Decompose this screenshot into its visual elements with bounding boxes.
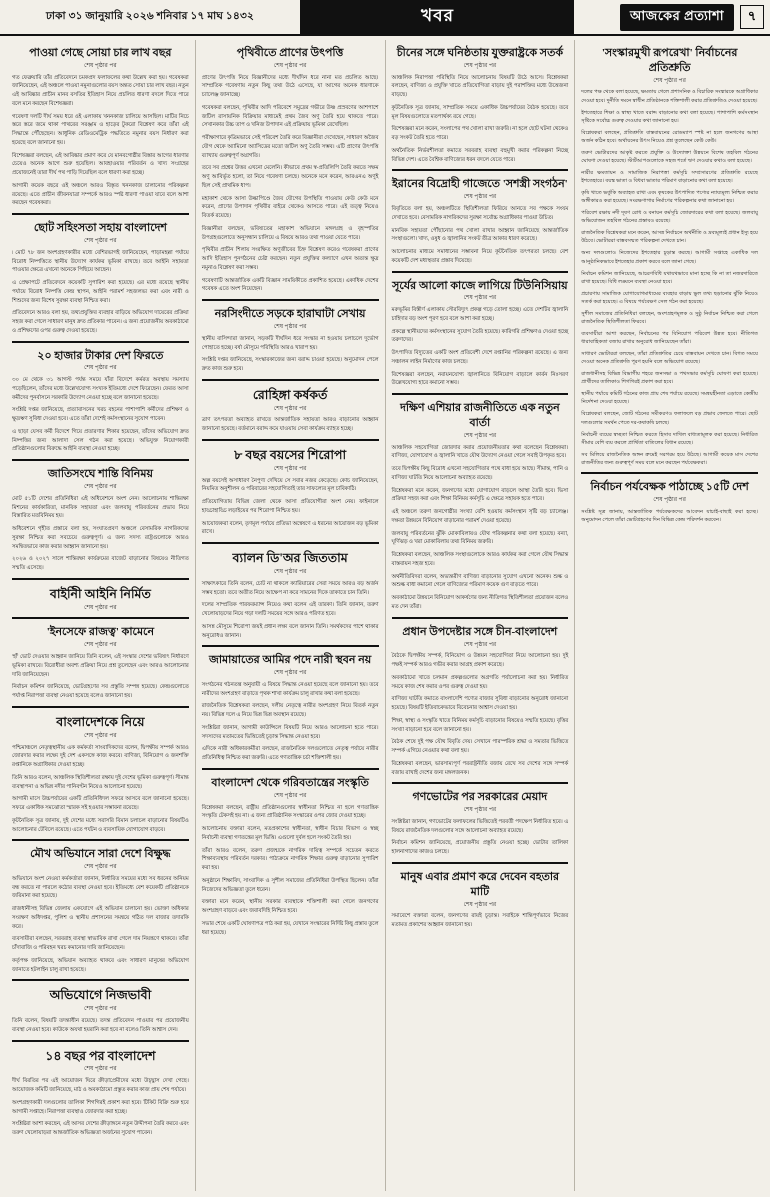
article-paragraph: স্থানীয় বাসিন্দারা জানান, সড়কটি দীর্ঘদিন ধরে সংস্কার না হওয়ায় চলাচলে দুর্ভোগ পোহাতে হচ্ছে। বর্ষা মৌসুমে পরিস্থিতি আরও খারাপ হয়। xyxy=(201,335,379,351)
article-paragraph: সংশ্লিষ্টরা আশা করছেন, এই আসর দেশের ক্রীড়াঙ্গনে নতুন উদ্দীপনা তৈরি করবে এবং তরুণ খেলোয়াড়রা আন্তর্জাতিক অভিজ্ঞতা অর্জনের সুযোগ পাবেন। xyxy=(12,1121,189,1137)
article-paragraph: তরুণ ভোটারদের আকৃষ্ট করতে প্রযুক্তি ও উদ্যোক্তা উন্নয়নে বিশেষ তহবিল গঠনের ঘোষণা দেওয়া হয়েছে। স্টার্টআপগুলোকে সহজ শর্তে ঋণ দেওয়ার কথাও বলা হয়েছে। xyxy=(581,149,758,164)
article-paragraph: পরিবেশ রক্ষায় নদী দূষণ রোধ ও বনায়ন কর্মসূচি জোরদারের কথা বলা হয়েছে। জলবায়ু অভিযোজন তহবিল গঠনের প্রস্তাবও রয়েছে। xyxy=(581,210,758,225)
article-byline: শেষ পৃষ্ঠার পর xyxy=(463,432,497,439)
article-paragraph: বিশেষজ্ঞরা বলছেন, নবায়নযোগ্য জ্বালানিতে বিনিয়োগ বাড়ালে কার্বন নিঃসরণ উল্লেখযোগ্য হারে কমানো সম্ভব। xyxy=(391,371,569,387)
article-byline: শেষ পৃষ্ঠার পর xyxy=(463,641,497,648)
article-paragraph: তবে সব প্রশ্নের উত্তর এখনো মেলেনি। কীভাবে প্রথম স্ব-প্রতিলিপি তৈরি করতে সক্ষম অণু আবির্ভূত হলো, তা নিয়ে গবেষণা চলছে। অনেকে মনে করেন, আরএনএ অণুই ছিল সেই প্রাথমিক ধাপ। xyxy=(201,165,379,189)
article-paragraph: বিশেষজ্ঞরা বলছেন, এই আবিষ্কার প্রমাণ করে যে মানবগোষ্ঠীর বিস্তার আগের ধারণার চেয়েও অনেক আগে শুরু হয়েছিল। আবহাওয়ার পরিবর্তন ও খাদ্য সংগ্রহের প্রয়োজনেই তারা দীর্ঘ পথ পাড়ি দিয়েছিল বলে ধারণা করা হচ্ছে। xyxy=(12,152,189,177)
article-paragraph: মরুভূমির বিস্তীর্ণ এলাকায় সৌরবিদ্যুৎ প্রকল্প গড়ে তোলা হচ্ছে। এতে দেশটির জ্বালানি চাহিদার বড় অংশ পূরণ হবে বলে আশা করা হচ্ছে। xyxy=(391,307,569,322)
brand-logo: আজকের প্রত্যাশা xyxy=(620,4,734,31)
article-paragraph: অবকাঠামো খাতে চলমান প্রকল্পগুলোর অগ্রগতি পর্যালোচনা করা হয়। নির্ধারিত সময়ে কাজ শেষ করার ওপর গুরুত্ব দেওয়া হয়। xyxy=(391,674,569,690)
masthead-section xyxy=(301,0,574,34)
article-headline[interactable]: বাংলাদেশকে নিয়ে xyxy=(56,714,145,729)
article-paragraph: কৃষি খাতে ভর্তুকি অব্যাহত রাখা এবং কৃষকের উৎপাদিত পণ্যের ন্যায্যমূল্য নিশ্চিত করার অঙ্গীকারও করা হয়েছে। সংরক্ষণাগার নির্মাণের পরিকল্পনার কথা জানানো হয়। xyxy=(581,190,758,205)
article-paragraph: সাক্ষাৎকারে তিনি বলেন, চোট না থাকলে ক্যারিয়ারের সেরা সময়ে আরও বড় অর্জন সম্ভব হতো। তবে অতীত নিয়ে আক্ষেপ না করে সামনের দিকে তাকাতে চান তিনি। xyxy=(201,580,379,596)
article-headline[interactable]: মানুষ এবার প্রমাণ করে দেবেন বহতার মাটি xyxy=(400,870,560,898)
article-divider xyxy=(12,617,189,619)
article-paragraph: দলের সাম্প্রতিক পারফরম্যান্স নিয়েও কথা বলেন এই তারকা। তিনি জানান, তরুণ খেলোয়াড়দের নিয়ে গড়া দলটি সময়ের সঙ্গে আরও পরিণত হবে। xyxy=(201,602,379,618)
article-byline: শেষ পৃষ্ঠার পর xyxy=(84,237,117,244)
article-headline[interactable]: জামায়াতের আমির পদে নারী স্থবন নয় xyxy=(209,654,372,667)
article-headline[interactable]: পাওয়া গেছে সোয়া চার লাখ বছর xyxy=(29,47,172,59)
article-divider xyxy=(392,271,569,273)
article-headline[interactable]: বাংলাদেশ থেকে গরিবতান্ত্রের সংস্কৃতি xyxy=(211,776,369,789)
article-divider xyxy=(202,542,379,544)
article-divider xyxy=(392,393,569,395)
article-paragraph: অবকাঠামো উন্নয়নে বিনিয়োগ আকর্ষণের জন্য নীতিগত স্থিতিশীলতা প্রয়োজন বলেও মত দেন তাঁরা। xyxy=(391,595,569,610)
section-title: খবর xyxy=(421,6,454,25)
article-paragraph: পরীক্ষাগারে কৃত্রিমভাবে সেই পরিবেশ তৈরি করে বিজ্ঞানীরা দেখেছেন, সাধারণ অজৈব যৌগ থেকে অ্যামিনো অ্যাসিডের মতো জটিল অণু তৈরি সম্ভব। এটি প্রাণের উৎপত্তি ব্যাখ্যায় গুরুত্বপূর্ণ অগ্রগতি। xyxy=(201,135,379,159)
article-byline: শেষ পৃষ্ঠার পর xyxy=(273,323,307,330)
article-paragraph: বিবৃতিতে বলা হয়, অঞ্চলটিতে স্থিতিশীলতা ফিরিয়ে আনতে সব পক্ষকে সংযম দেখাতে হবে। বেসামরিক নাগরিকদের সুরক্ষা সর্বোচ্চ অগ্রাধিকার পাওয়া উচিত। xyxy=(391,206,569,221)
article-byline: শেষ পৃষ্ঠার পর xyxy=(84,604,117,611)
article-paragraph: গবেষণাটি আন্তর্জাতিক একটি বিজ্ঞান সাময়িকীতে প্রকাশিত হয়েছে। একাধিক দেশের গবেষক এতে অংশ নিয়েছেন। xyxy=(201,277,379,293)
article-paragraph: তাঁরা আরও বলেন, তরুণ প্রজন্মকে নাগরিক দায়িত্ব সম্পর্কে সচেতন করতে শিক্ষাব্যবস্থায় পরিবর্তন দরকার। পাঠ্যক্রমে নাগরিক শিক্ষার গুরুত্ব বাড়ানোর সুপারিশ করা হয়। xyxy=(201,847,379,872)
article-paragraph: কর্তৃপক্ষ জানিয়েছে, অভিযান অব্যাহত থাকবে এবং সাধারণ মানুষের অভিযোগ জানাতে হটলাইন চালু রাখা হয়েছে। xyxy=(12,957,189,973)
article-paragraph: মানবিক সহায়তা পৌঁছানোর পথ খোলা রাখার আহ্বান জানিয়েছে আন্তর্জাতিক সংস্থাগুলো। খাদ্য, ওষুধ ও জ্বালানির সংকট তীব্র আকার ধারণ করেছে। xyxy=(391,227,569,243)
article-paragraph: রাজনৈতিক বিশ্লেষকরা বলছেন, দলীয় নেতৃত্বে নারীর অংশগ্রহণ নিয়ে বিতর্ক নতুন নয়। বিভিন্ন দলে এ নিয়ে ভিন্ন ভিন্ন অবস্থান রয়েছে। xyxy=(201,703,379,719)
article-byline: শেষ পৃষ্ঠার পর xyxy=(84,864,117,871)
article-byline: শেষ পৃষ্ঠার পর xyxy=(463,62,497,69)
article-paragraph: বিজ্ঞানীরা বলছেন, ভবিষ্যতের মহাকাশ অভিযানে মঙ্গলগ্রহ ও বৃহস্পতির উপগ্রহগুলোতে অনুসন্ধান চালিয়ে এ বিষয়ে আরও তথ্য পাওয়া যেতে পারে। xyxy=(201,225,379,241)
article-paragraph: অন্য দলগুলোও নিজেদের ইশতেহার চূড়ান্ত করছে। আগামী সপ্তাহে একাধিক দল আনুষ্ঠানিকভাবে ইশতেহার প্রকাশ করবে বলে জানা গেছে। xyxy=(581,250,758,265)
article-headline[interactable]: গণভোটের পর সরকারের মেয়াদ xyxy=(412,791,548,804)
article-paragraph: বিশ্লেষকরা বলছেন, রাষ্ট্রীয় প্রতিষ্ঠানগুলোর স্বাধীনতা নিশ্চিত না হলে গণতান্ত্রিক সংস্কৃতি টেকসই হয় না। এ জন্য প্রাতিষ্ঠানিক সংস্কারের ওপর জোর দেওয়া হচ্ছে। xyxy=(201,804,379,820)
article-paragraph: প্রাণের উৎপত্তি নিয়ে বিজ্ঞানীদের মধ্যে দীর্ঘদিন ধরে নানা মত প্রচলিত আছে। সাম্প্রতিক গবেষণায় নতুন কিছু তথ্য উঠে এসেছে, যা আগের অনেক ধারণাকে চ্যালেঞ্জ জানাচ্ছে। xyxy=(201,74,379,99)
article-paragraph: নির্বাচন কমিশন জানিয়েছে, ভোটগ্রহণের সব প্রস্তুতি সম্পন্ন হয়েছে। কেন্দ্রগুলোতে পর্যাপ্ত নিরাপত্তা ব্যবস্থা নেওয়া হয়েছে বলেও জানানো হয়। xyxy=(12,684,189,700)
article-divider xyxy=(202,768,379,770)
article-divider xyxy=(12,1040,189,1042)
article-paragraph: বক্তারা মনে করেন, স্থানীয় সরকার ব্যবস্থাকে শক্তিশালী করা গেলে জনগণের অংশগ্রহণ বাড়বে এবং জবাবদিহি নিশ্চিত হবে। xyxy=(201,899,379,915)
article-paragraph: অংশগ্রহণকারী দলগুলোর তালিকা শিগগিরই প্রকাশ করা হবে। টিকিট বিক্রি শুরু হবে আগামী সপ্তাহে। নিরাপত্তা ব্যবস্থাও জোরদার করা হচ্ছে। xyxy=(12,1099,189,1115)
article-paragraph: ৩০ মে থেকে ৩১ আগস্ট পর্যন্ত সময়ে যাঁরা বিদেশে কর্মরত অবস্থায় সমস্যায় পড়েছিলেন, তাঁদের মধ্যে উল্লেখযোগ্য সংখ্যক ইতিমধ্যে দেশে ফিরেছেন। ফেরত আসা কর্মীদের পুনর্বাসনে সরকারি উদ্যোগ নেওয়া হচ্ছে বলে জানানো হয়েছে। xyxy=(12,377,189,401)
article-paragraph: অনুষ্ঠানে শিক্ষাবিদ, সাংবাদিক ও সুশীল সমাজের প্রতিনিধিরা উপস্থিত ছিলেন। তাঁরা নিজেদের অভিজ্ঞতা তুলে ধরেন। xyxy=(201,877,379,893)
article-paragraph: 'হাঁ' ভোট দেওয়ার আহ্বান জানিয়ে তিনি বলেন, এই সংস্কার দেশের ভবিষ্যৎ নির্ধারণে ভূমিকা রাখবে। বিরোধীরা অবশ্য প্রক্রিয়া নিয়ে প্রশ্ন তুলেছেন এবং আরও আলোচনার দাবি জানিয়েছেন। xyxy=(12,654,189,678)
masthead-brand-area xyxy=(574,0,770,34)
article-headline[interactable]: 'ইনসেফে রাজত্ব' কামেনে xyxy=(46,626,155,639)
article-headline[interactable]: ১৪ বছর পর বাংলাদেশ xyxy=(45,1048,156,1063)
article-paragraph: পৃথিবীর প্রাচীন শিলায় সংরক্ষিত অণুজীবের চিহ্ন বিশ্লেষণ করেও গবেষকরা প্রাণের আদি ইতিহাস পুনর্গঠনের চেষ্টা করছেন। নতুন প্রযুক্তির কল্যাণে এখন অত্যন্ত ক্ষুদ্র নমুনাও বিশ্লেষণ করা সম্ভব। xyxy=(201,247,379,271)
article-paragraph: সংগঠনের গঠনতন্ত্র অনুযায়ী এ বিষয়ে সিদ্ধান্ত নেওয়া হয়েছে বলে জানানো হয়। তবে নারীদের অংশগ্রহণ বাড়াতে পৃথক শাখা কার্যক্রম চালু রাখার কথা বলা হয়েছে। xyxy=(201,681,379,697)
article-paragraph: তিনি আরও বলেন, আঞ্চলিক স্থিতিশীলতা রক্ষায় দুই দেশের ভূমিকা গুরুত্বপূর্ণ। সীমান্ত ব্যবস্থাপনা ও অভিন্ন নদীর পানিবণ্টন নিয়েও আলোচনা হয়েছে। xyxy=(12,774,189,790)
article-paragraph: গবেষকরা বলছেন, পৃথিবীর আদি পরিবেশে সমুদ্রের গভীরে উষ্ণ প্রস্রবণের আশপাশে জটিল রাসায়নিক বিক্রিয়ার মাধ্যমেই প্রথম জৈব অণু তৈরি হয়ে থাকতে পারে। সেখানকার উচ্চ তাপ ও খনিজ উপাদান এই প্রক্রিয়ায় ভূমিকা রেখেছিল। xyxy=(201,104,379,129)
article-paragraph: আলোচনায় বক্তারা বলেন, মতপ্রকাশের স্বাধীনতা, স্বাধীন বিচার বিভাগ ও স্বচ্ছ নির্বাচনী ব্যবস্থা গণতন্ত্রের মূল ভিত্তি। এগুলো দুর্বল হলে সংকট তৈরি হয়। xyxy=(201,826,379,841)
column-3 xyxy=(385,40,575,1191)
article-headline[interactable]: ছোট সহিংসতা সহায় বাংলাদেশ xyxy=(33,222,167,235)
article-paragraph: বিশ্লেষকরা মনে করেন, জনগণের মধ্যে যোগাযোগ বাড়লে আস্থা তৈরি হবে। ভিসা প্রক্রিয়া সহজ করা এবং শিক্ষা বিনিময় কর্মসূচি এ ক্ষেত্রে সহায়ক হতে পারে। xyxy=(391,487,569,503)
article-headline[interactable]: 'সংস্কারমুখী রূপরেখা' নির্বাচনের প্রতিশ্রুতি xyxy=(601,47,738,74)
article-headline[interactable]: নির্বাচন পর্যবেক্ষক পাঠাচ্ছে ১৫টি দেশ xyxy=(590,480,749,493)
article-paragraph: আঞ্চলিক সহযোগিতা জোরদার করার প্রয়োজনীয়তার কথা বলেছেন বিশ্লেষকরা। বাণিজ্য, যোগাযোগ ও জ্বালানি খাতে যৌথ উদ্যোগ নেওয়া গেলে সবাই উপকৃত হবে। xyxy=(391,444,569,460)
article-paragraph: অল্প বয়সেই অসাধারণ নৈপুণ্য দেখিয়ে সে সবার নজর কেড়েছে। কোচ জানিয়েছেন, নিয়মিত অনুশীলন ও পরিবারের সহযোগিতাই তার সাফল্যের মূল চাবিকাঠি। xyxy=(201,477,379,493)
article-byline: শেষ পৃষ্ঠার পর xyxy=(463,901,497,908)
article-paragraph: সংশ্লিষ্ট সূত্র জানায়, আন্তর্জাতিক পর্যবেক্ষকদের আবেদন যাচাই-বাছাই করা হচ্ছে। অনুমোদন পেলে তাঁরা ভোটগ্রহণের দিন বিভিন্ন কেন্দ্র পরিদর্শন করবেন। xyxy=(581,508,758,523)
article-headline[interactable]: ৮ বছর বয়সের শিরোপা xyxy=(234,447,347,462)
article-headline[interactable]: ব্যালন ডি'অর জিততাম xyxy=(232,551,348,566)
article-paragraph: অর্থনীতিবিদরা বলেন, অভ্যন্তরীণ বাণিজ্য বাড়ানোর সুযোগ এখনো অনেক। শুল্ক ও অশুল্ক বাধা কমানো গেলে বাণিজ্যের পরিমাণ কয়েক গুণ বাড়তে পারে। xyxy=(391,573,569,589)
column-1 xyxy=(6,40,195,1191)
article-paragraph: বিশ্লেষকরা বলছেন, আঞ্চলিক সংস্থাগুলোকে আরও কার্যকর করা গেলে যৌথ সিদ্ধান্ত বাস্তবায়ন সহজ হবে। xyxy=(391,552,569,567)
article-paragraph: বৈঠকে দ্বিপক্ষীয় সম্পর্ক, বিনিয়োগ ও উন্নয়ন সহযোগিতা নিয়ে আলোচনা হয়। দুই পক্ষই সম্পর্ক আরও গভীর করার আগ্রহ প্রকাশ করেছে। xyxy=(391,653,569,669)
article-paragraph: বিশ্লেষকরা বলছেন, প্রতিশ্রুতি বাস্তবায়নের রোডম্যাপ স্পষ্ট না হলে জনগণের আস্থা অর্জন কঠিন হবে। অর্থায়নের উৎস নিয়েও প্রশ্ন তুলেছেন কেউ কেউ। xyxy=(581,129,758,144)
article-headline[interactable]: নরসিংদীতে সড়কে হারাঘাটা সেখায় xyxy=(214,308,366,321)
article-divider xyxy=(12,578,189,580)
masthead xyxy=(0,0,770,36)
article-byline: শেষ পৃষ্ঠার পর xyxy=(84,484,117,491)
article-paragraph: আঞ্চলিক নিরাপত্তা পরিস্থিতি নিয়ে আলোচনায় বিষয়টি উঠে আসে। বিশ্লেষকরা বলছেন, বাণিজ্য ও প্রযুক্তি খাতে প্রতিযোগিতা বাড়ায় দুই পরাশক্তির মধ্যে উত্তেজনা বাড়ছে। xyxy=(391,74,569,99)
article-paragraph: ৷ মোট ৭৮ জন অংশগ্রহণকারীর মধ্যে বেশিরভাগই জানিয়েছেন, পাড়ামহল্লা পর্যায়ে বিরোধ নিষ্পত্তিতে স্থানীয় উদ্যোগ কার্যকর ভূমিকা রাখছে। তবে আইনি সহায়তা পাওয়ার ক্ষেত্রে এখনো অনেকে পিছিয়ে আছেন। xyxy=(12,249,189,274)
article-divider xyxy=(392,617,569,619)
article-paragraph: শিক্ষা, স্বাস্থ্য ও সংস্কৃতি খাতে বিনিময় কর্মসূচি বাড়ানোর বিষয়েও সম্মতি হয়েছে। বৃত্তির সংখ্যা বাড়ানো হবে বলে জানানো হয়। xyxy=(391,717,569,733)
article-byline: শেষ পৃষ্ঠার পর xyxy=(84,365,117,372)
article-paragraph: সংশ্লিষ্ট দপ্তর জানিয়েছে, প্রত্যাবাসনের খরচ বহনের পাশাপাশি কর্মীদের প্রশিক্ষণ ও ক্ষুদ্রঋণ সুবিধা দেওয়া হবে। এতে তাঁরা দেশেই কর্মসংস্থানের সুযোগ পাবেন। xyxy=(12,407,189,423)
article-paragraph: প্রতিযোগিতায় বিভিন্ন জেলা থেকে আসা প্রতিযোগীরা অংশ নেয়। ফাইনালে হাড্ডাহাড্ডি লড়াইয়ের পর শিরোপা নিশ্চিত হয়। xyxy=(201,499,379,514)
article-headline[interactable]: পৃথিবীতে প্রাণের উৎপত্তি xyxy=(236,47,344,59)
article-paragraph: তবে দ্বিপক্ষীয় কিছু বিরোধ এখনো সহযোগিতার পথে বাধা হয়ে আছে। সীমান্ত, পানি ও বাণিজ্য ঘাটতি নিয়ে আলোচনা অব্যাহত রয়েছে। xyxy=(391,466,569,481)
article-paragraph: স্থানীয় পর্যায়ে কমিটি গঠনের কাজ প্রায় শেষ পর্যায়ে রয়েছে। সমন্বয়হীনতা এড়াতে কেন্দ্রীয় নির্দেশনা দেওয়া হয়েছে। xyxy=(581,391,758,406)
article-paragraph: প্রকল্পে স্থানীয়দের কর্মসংস্থানের সুযোগ তৈরি হয়েছে। কারিগরি প্রশিক্ষণও দেওয়া হচ্ছে তরুণদের। xyxy=(391,328,569,344)
masthead-date-area xyxy=(0,0,301,34)
article-byline: শেষ পৃষ্ঠার পর xyxy=(653,496,686,503)
article-paragraph: নির্বাচন কমিশন জানিয়েছে, আচরণবিধি যথাযথভাবে মানা হচ্ছে কি না তা নজরদারিতে রাখা হয়েছে। বিধি লঙ্ঘনে ব্যবস্থা নেওয়া হবে। xyxy=(581,270,758,285)
article-paragraph: উৎপাদিত বিদ্যুতের একটি অংশ প্রতিবেশী দেশে রপ্তানির পরিকল্পনা রয়েছে। এ জন্য সঞ্চালন লাইন নির্মাণের কাজ চলছে। xyxy=(391,350,569,365)
article-divider xyxy=(12,459,189,461)
article-paragraph: বিশ্লেষকরা বলছেন, জোট গঠনের সমীকরণও ফলাফলে বড় প্রভাব ফেলতে পারে। ছোট দলগুলোর সমর্থন পেতে দর-কষাকষি চলছে। xyxy=(581,411,758,426)
article-paragraph: প্রচারণায় সামাজিক যোগাযোগমাধ্যমের ব্যবহার বাড়ায় ভুল তথ্য ছড়ানোর ঝুঁকি নিয়েও সতর্ক করা হয়েছে। এ বিষয়ে পর্যবেক্ষণ সেল গঠন করা হয়েছে। xyxy=(581,290,758,305)
article-headline[interactable]: বাইনিী আইনি নির্মিত xyxy=(49,586,151,601)
article-headline[interactable]: দক্ষিণ এশিয়ার রাজনীতিতে এক নতুন বার্তা xyxy=(400,402,560,430)
article-headline[interactable]: ২০ হাজার টাকার দেশ ফিরতে xyxy=(37,349,164,362)
article-divider xyxy=(392,782,569,784)
article-divider xyxy=(202,645,379,647)
article-divider xyxy=(581,472,758,474)
article-divider xyxy=(12,706,189,708)
article-headline[interactable]: মৌখ অভিযানে সারা দেশে বিক্ষুদ্ধ xyxy=(30,848,171,861)
article-headline[interactable]: রোহিঙ্গা কৰ্ষকর্ত xyxy=(252,387,328,402)
article-byline: শেষ পৃষ্ঠার পর xyxy=(273,792,307,799)
article-paragraph: সংশ্লিষ্টরা জানান, আগামী কাউন্সিলে বিষয়টি নিয়ে আরও আলোচনা হতে পারে। সদস্যদের মতামতের ভিত্তিতেই চূড়ান্ত সিদ্ধান্ত নেওয়া হবে। xyxy=(201,724,379,740)
article-paragraph: সব মিলিয়ে রাজনৈতিক অঙ্গন ক্রমেই সরগরম হয়ে উঠছে। আগামী কয়েক মাস দেশের রাজনীতির জন্য গুরুত্বপূর্ণ সময় বলে মনে করছেন পর্যবেক্ষকরা। xyxy=(581,451,758,466)
article-paragraph: এ ছাড়া যেসব কর্মী বিদেশে গিয়ে প্রতারণার শিকার হয়েছেন, তাঁদের অভিযোগ দ্রুত নিষ্পত্তির জন্য আলাদা সেল গঠন করা হয়েছে। অভিযুক্ত নিয়োগকারী প্রতিষ্ঠানগুলোর বিরুদ্ধে আইনি ব্যবস্থা নেওয়া হচ্ছে। xyxy=(12,428,189,453)
article-paragraph: গবেষণা দলটি দীর্ঘ সময় ধরে ওই এলাকায় খননকাজ চালিয়ে আসছিল। মাটির নিচে স্তরে স্তরে জমে থাকা পাথরের সরঞ্জাম ও হাড়ের টুকরো বিশ্লেষণ করে তাঁরা এই সিদ্ধান্তে পৌঁছেছেন। আধুনিক রেডিওমেট্রিক পদ্ধতিতে নমুনার বয়স নির্ধারণ করা হয়েছে বলে জানানো হয়। xyxy=(12,113,189,146)
article-paragraph: ইশতেহারে শিক্ষা ও স্বাস্থ্য খাতে বরাদ্দ বাড়ানোর কথা বলা হয়েছে। পাশাপাশি কর্মসংস্থান সৃষ্টিকে সর্বোচ্চ গুরুত্ব দেওয়ার কথা জানানো হয়। xyxy=(581,109,758,124)
article-columns xyxy=(0,36,770,1197)
article-paragraph: অভিযানে অংশ নেওয়া কর্মকর্তারা জানান, নির্ধারিত সময়ের মধ্যে সব ধরনের অনিয়ম বন্ধ করতে না পারলে কঠোর ব্যবস্থা নেওয়া হবে। ইতিমধ্যে বেশ কয়েকটি প্রতিষ্ঠানকে জরিমানা করা হয়েছে। xyxy=(12,875,189,900)
article-paragraph: তিনি বলেন, বিষয়টি তদন্তাধীন রয়েছে। তদন্ত প্রতিবেদন পাওয়ার পর প্রয়োজনীয় ব্যবস্থা নেওয়া হবে। কাউকে অযথা হয়রানি করা হবে না বলেও তিনি আশ্বাস দেন। xyxy=(12,1018,189,1033)
article-paragraph: ব্যবসায়ীরা আশা করছেন, নির্বাচনের পর বিনিয়োগ পরিবেশ উন্নত হবে। নীতিগত ধারাবাহিকতা বজায় রাখার অনুরোধ জানিয়েছেন তাঁরা। xyxy=(581,330,758,346)
article-byline: শেষ পৃষ্ঠার পর xyxy=(273,670,307,677)
article-paragraph: মোট ৫১টি দেশের প্রতিনিধিরা এই অধিবেশনে অংশ নেন। আলোচনায় শান্তিরক্ষা মিশনের কার্যকারিতা, মানবিক সহায়তা এবং জলবায়ু পরিবর্তনের প্রভাব নিয়ে বিস্তারিত মতবিনিময় হয়। xyxy=(12,495,189,520)
article-paragraph: বিশ্লেষকরা বলছেন, ভারসাম্যপূর্ণ পররাষ্ট্রনীতি বজায় রেখে সব দেশের সঙ্গে সম্পর্ক বজায় রাখাই দেশের জন্য মঙ্গলজনক। xyxy=(391,760,569,776)
article-paragraph: প্রতিবেদনে আরও বলা হয়, তথ্যপ্রযুক্তির ব্যবহার বাড়িয়ে অভিযোগ দায়েরের প্রক্রিয়া সহজ করা গেলে সাধারণ মানুষ দ্রুত প্রতিকার পাবেন। এ জন্য প্রয়োজনীয় অবকাঠামো ও প্রশিক্ষণের ওপর গুরুত্ব দেওয়া হয়েছে। xyxy=(12,310,189,334)
article-divider xyxy=(12,979,189,981)
article-byline: শেষ পৃষ্ঠার পর xyxy=(84,1006,117,1013)
article-byline: শেষ পৃষ্ঠার পর xyxy=(84,62,117,69)
column-2 xyxy=(195,40,385,1191)
article-paragraph: কূটনৈতিক সূত্র জানায়, সাম্প্রতিক সময়ে একাধিক উচ্চপর্যায়ের বৈঠক হয়েছে। তবে মূল বিষয়গুলোতে মতপার্থক্য রয়ে গেছে। xyxy=(391,104,569,120)
article-paragraph: গত ফেব্রুয়ারি তাঁর প্রতিবেদনে চমকপ্রদ ফলাফলের কথা উল্লেখ করা হয়। গবেষকরা জানিয়েছেন, এই অঞ্চলে পাওয়া নমুনাগুলোর বয়স অন্তত সোয়া চার লাখ বছর। নতুন এই আবিষ্কার প্রাচীন মানব বসতির ইতিহাস নিয়ে প্রচলিত ধারণা বদলে দিতে পারে বলে মনে করছেন বিশেষজ্ঞরা। xyxy=(12,74,189,107)
article-byline: শেষ পৃষ্ঠার পর xyxy=(273,62,307,69)
article-paragraph: মহাকাশ থেকে আসা উল্কাপিণ্ডে জৈব যৌগের উপস্থিতি পাওয়ায় কেউ কেউ মনে করেন, প্রাণের উপাদান পৃথিবীর বাইরে থেকেও আসতে পারে। এই তত্ত্ব নিয়েও বিতর্ক রয়েছে। xyxy=(201,195,379,220)
article-paragraph: ২০২৬ ও ২০২৭ সালে শান্তিরক্ষা কার্যক্রমের বাজেট বাড়ানোর বিষয়েও নীতিগত সম্মতি এসেছে। xyxy=(12,556,189,572)
article-paragraph: রাজনৈতিক বিশ্লেষকরা মনে করেন, আসন্ন নির্বাচনে অর্থনীতি ও দ্রব্যমূল্যই প্রধান ইস্যু হয়ে উঠবে। ভোটাররা বাস্তবসম্মত পরিকল্পনা দেখতে চান। xyxy=(581,230,758,245)
article-paragraph: অর্থনৈতিক নির্ভরশীলতা কমাতে সরবরাহ ব্যবস্থা বহুমুখী করার পরিকল্পনা নিচ্ছে বিভিন্ন দেশ। এতে বৈশ্বিক বাণিজ্যের ধরন বদলে যেতে পারে। xyxy=(391,147,569,163)
article-paragraph: আসন্ন মৌসুমে শিরোপা জয়ই প্রধান লক্ষ্য বলে জানান তিনি। সমর্থকদের পাশে থাকার অনুরোধও জানান। xyxy=(201,623,379,639)
article-paragraph: দীর্ঘ বিরতির পর এই আয়োজন ঘিরে ক্রীড়াপ্রেমীদের মধ্যে উচ্ছ্বাস দেখা গেছে। আয়োজক কমিটি জানিয়েছে, মাঠ ও অবকাঠামো প্রস্তুত করার কাজ প্রায় শেষ পর্যায়ে। xyxy=(12,1078,189,1094)
article-paragraph: আয়োজকরা বলেন, তৃণমূল পর্যায়ে প্রতিভা অন্বেষণে এ ধরনের আয়োজন বড় ভূমিকা রাখে। xyxy=(201,520,379,536)
article-paragraph: অধিবেশনে গৃহীত প্রস্তাবে বলা হয়, সংঘাতপ্রবণ অঞ্চলে বেসামরিক নাগরিকদের সুরক্ষা নিশ্চিত করা সবচেয়ে গুরুত্বপূর্ণ। এ জন্য সদস্য রাষ্ট্রগুলোকে আরও সমন্বিতভাবে কাজ করার আহ্বান জানানো হয়। xyxy=(12,526,189,550)
article-paragraph: জলবায়ু পরিবর্তনের ঝুঁকি মোকাবিলায়ও যৌথ পরিকল্পনার কথা বলা হয়েছে। বন্যা, ঘূর্ণিঝড় ও খরা মোকাবিলায় তথ্য বিনিময় জরুরি। xyxy=(391,530,569,546)
article-byline: শেষ পৃষ্ঠার পর xyxy=(84,1066,117,1073)
article-paragraph: আগামী মাসে উচ্চপর্যায়ের একটি প্রতিনিধিদল সফরে আসবে বলে জানানো হয়েছে। সফরে একাধিক সমঝোতা স্মারক সই হওয়ার সম্ভাবনা রয়েছে। xyxy=(12,796,189,812)
article-paragraph: ত্রাণ তৎপরতা অব্যাহত রাখতে আন্তর্জাতিক সহায়তা আরও বাড়ানোর আহ্বান জানানো হয়েছে। বর্তমানে বরাদ্দ কমে যাওয়ায় সেবা কার্যক্রম ব্যাহত হচ্ছে। xyxy=(201,417,379,433)
article-headline[interactable]: জাতিসংঘে শান্তি বিনিময় xyxy=(47,468,153,481)
article-paragraph: সুশীল সমাজের প্রতিনিধিরা বলছেন, অংশগ্রহণমূলক ও সুষ্ঠু নির্বাচন নিশ্চিত করা গেলে রাজনৈতিক স্থিতিশীলতা ফিরবে। xyxy=(581,310,758,325)
column-4 xyxy=(574,40,764,1191)
article-paragraph: নির্বাচনী ব্যয়ের স্বচ্ছতা নিশ্চিত করতে হিসাব দাখিল বাধ্যতামূলক করা হয়েছে। নির্ধারিত সীমার বেশি ব্যয় করলে প্রার্থিতা বাতিলের বিধান রয়েছে। xyxy=(581,431,758,446)
article-byline: শেষ পৃষ্ঠার পর xyxy=(84,732,117,739)
article-paragraph: দলের পক্ষ থেকে বলা হয়েছে, ক্ষমতায় গেলে প্রশাসনিক ও বিচারিক সংস্কারকে অগ্রাধিকার দেওয়া হবে। দুর্নীতি দমনে স্বাধীন প্রতিষ্ঠানকে শক্তিশালী করার প্রতিশ্রুতিও দেওয়া হয়েছে। xyxy=(581,89,758,104)
article-paragraph: সমাবেশে বক্তারা বলেন, জনগণের রায়ই চূড়ান্ত। সবাইকে শান্তিপূর্ণভাবে নিজের মতামত প্রকাশের আহ্বান জানানো হয়। xyxy=(391,913,569,929)
article-paragraph: বিশেষজ্ঞরা মনে করেন, সংলাপের পথ খোলা রাখা জরুরি। না হলে ছোট ঘটনা থেকেও বড় সংকট তৈরি হতে পারে। xyxy=(391,126,569,142)
article-byline: শেষ পৃষ্ঠার পর xyxy=(653,77,686,84)
article-byline: শেষ পৃষ্ঠার পর xyxy=(273,569,307,575)
article-byline: শেষ পৃষ্ঠার পর xyxy=(463,295,497,302)
article-byline: শেষ পৃষ্ঠার পর xyxy=(273,405,307,412)
article-headline[interactable]: প্রধান উপদেষ্টার সঙ্গে চীন-বাংলাদেশ xyxy=(402,625,558,638)
article-paragraph: এই অঞ্চলে তরুণ জনগোষ্ঠীর সংখ্যা বেশি হওয়ায় কর্মসংস্থান সৃষ্টি বড় চ্যালেঞ্জ। দক্ষতা উন্নয়নে বিনিয়োগ বাড়ানোর পরামর্শ দেওয়া হয়েছে। xyxy=(391,509,569,524)
article-divider xyxy=(392,862,569,864)
article-divider xyxy=(202,299,379,301)
article-paragraph: সাধারণ ভোটাররা বলছেন, তাঁরা প্রতিশ্রুতির চেয়ে বাস্তবায়ন দেখতে চান। বিগত সময়ে দেওয়া অনেক প্রতিশ্রুতি পূরণ হয়নি বলে অভিযোগ রয়েছে। xyxy=(581,351,758,366)
article-divider xyxy=(12,213,189,215)
article-paragraph: সংশ্লিষ্টরা জানান, গণভোটের ফলাফলের ভিত্তিতেই পরবর্তী পদক্ষেপ নির্ধারিত হবে। এ বিষয়ে রাজনৈতিক দলগুলোর সঙ্গে আলোচনা অব্যাহত রয়েছে। xyxy=(391,818,569,834)
page-number: ৭ xyxy=(740,5,764,29)
article-paragraph: আগামী কয়েক বছরে ওই অঞ্চলে আরও বিস্তৃত খননকাজ চালানোর পরিকল্পনা রয়েছে। এতে প্রাচীন জীবনযাত্রা সম্পর্কে আরও স্পষ্ট ধারণা পাওয়া যাবে বলে আশা করছেন গবেষকরা। xyxy=(12,182,189,207)
article-byline: শেষ পৃষ্ঠার পর xyxy=(463,807,497,814)
article-paragraph: এ প্রেক্ষাপটে প্রতিবেদনে কয়েকটি সুপারিশ করা হয়েছে। এর মধ্যে রয়েছে স্থানীয় পর্যায়ে বিরোধ নিষ্পত্তি কেন্দ্র স্থাপন, আইনি পরামর্শ সহজলভ্য করা এবং নারী ও শিশুদের জন্য বিশেষ সুরক্ষা ব্যবস্থা নিশ্চিত করা। xyxy=(12,280,189,304)
article-paragraph: সংশ্লিষ্ট দপ্তর জানিয়েছে, সংস্কারকাজের জন্য বরাদ্দ চাওয়া হয়েছে। অনুমোদন পেলে দ্রুত কাজ শুরু হবে। xyxy=(201,357,379,373)
article-divider xyxy=(202,439,379,441)
article-paragraph: রাজধানীসহ বিভিন্ন বিভাগীয় শহরে জনসভা ও পথসভার কর্মসূচি ঘোষণা করা হয়েছে। প্রার্থীদের তালিকাও শিগগিরই প্রকাশ করা হবে। xyxy=(581,371,758,386)
article-paragraph: কূটনৈতিক সূত্র জানায়, দুই দেশের মধ্যে সরাসরি বিমান চলাচল বাড়ানোর বিষয়টিও আলোচনার টেবিলে রয়েছে। এতে পর্যটন ও ব্যবসায়িক যোগাযোগ বাড়বে। xyxy=(12,817,189,833)
article-headline[interactable]: সূর্যের আলো কাজে লাগিয়ে টিউনিসিয়ায় xyxy=(392,279,568,292)
article-paragraph: রাজধানীসহ বিভিন্ন জেলায় একযোগে এই অভিযান চালানো হয়। ভোক্তা অধিকার সংরক্ষণ অধিদপ্তর, পুলিশ ও স্থানীয় প্রশাসনের সমন্বয়ে গঠিত দল বাজার তদারকি করে। xyxy=(12,906,189,930)
article-paragraph: নারীর ক্ষমতায়ন ও সামাজিক নিরাপত্তা কর্মসূচি সম্প্রসারণের প্রতিশ্রুতি রয়েছে ইশতেহারে। বয়স্ক ভাতা ও বিধবা ভাতার পরিমাণ বাড়ানোর কথা বলা হয়েছে। xyxy=(581,169,758,185)
article-paragraph: আলোচনার মাধ্যমে সমাধানের সম্ভাবনা নিয়ে কূটনৈতিক তৎপরতা চলছে। বেশ কয়েকটি দেশ মধ্যস্থতার প্রস্তাব দিয়েছে। xyxy=(391,249,569,264)
article-headline[interactable]: অভিযোগে নিজভাবী xyxy=(49,988,152,1003)
article-paragraph: সভার শেষে একটি ঘোষণাপত্র পাঠ করা হয়, যেখানে সংস্কারের নির্দিষ্ট কিছু প্রস্তাব তুলে ধরা হয়েছে। xyxy=(201,920,379,936)
article-byline: শেষ পৃষ্ঠার পর xyxy=(273,465,307,472)
article-paragraph: পশ্চিমাঞ্চলে নেতৃত্বস্থানীয় এক কর্মকর্তা সাংবাদিকদের বলেন, দ্বিপক্ষীয় সম্পর্ক আরও জোরদার করার লক্ষ্যে দুই দেশ একসঙ্গে কাজ করবে। বাণিজ্য, বিনিয়োগ ও জনশক্তি রপ্তানিকে অগ্রাধিকার দেওয়া হচ্ছে। xyxy=(12,744,189,769)
article-byline: শেষ পৃষ্ঠার পর xyxy=(463,194,497,201)
article-divider xyxy=(202,379,379,381)
article-paragraph: নির্বাচন কমিশন জানিয়েছে, প্রয়োজনীয় প্রস্তুতি নেওয়া হচ্ছে। ভোটার তালিকা হালনাগাদের কাজও চলছে। xyxy=(391,840,569,856)
article-paragraph: বৈঠক শেষে দুই পক্ষ যৌথ বিবৃতি দেয়। সেখানে পারস্পরিক শ্রদ্ধা ও সমতার ভিত্তিতে সম্পর্ক এগিয়ে নেওয়ার কথা বলা হয়। xyxy=(391,739,569,755)
article-divider xyxy=(12,839,189,841)
article-divider xyxy=(12,341,189,343)
article-byline: শেষ পৃষ্ঠার পর xyxy=(84,642,117,649)
masthead-date: ঢাকা ৩১ জানুয়ারি ২০২৬ শনিবার ১৭ মাঘ ১৪৩২ xyxy=(45,10,255,22)
article-headline[interactable]: চীনের সঙ্গে ঘনিষ্ঠতায় যুক্তরাষ্ট্রকে সতর্ক xyxy=(396,47,564,59)
article-divider xyxy=(392,169,569,171)
article-headline[interactable]: ইরানের বিদ্রোহী গাজেতে 'সশস্ত্রী সংগঠন' xyxy=(392,178,568,191)
article-paragraph: ব্যবসায়ীরা বলছেন, সরবরাহ ব্যবস্থা স্বাভাবিক রাখা গেলে দাম নিয়ন্ত্রণে থাকবে। তাঁরা চাঁদাবাজি ও পরিবহন খরচ কমানোর দাবি জানিয়েছেন। xyxy=(12,936,189,952)
article-paragraph: এদিকে নারী অধিকারকর্মীরা বলছেন, রাজনৈতিক দলগুলোতে নেতৃত্ব পর্যায়ে নারীর প্রতিনিধিত্ব নিশ্চিত করা জরুরি। এতে গণতান্ত্রিক চর্চা শক্তিশালী হয়। xyxy=(201,746,379,762)
article-paragraph: বাণিজ্য ঘাটতি কমাতে বাংলাদেশি পণ্যের বাজার সুবিধা বাড়ানোর অনুরোধ জানানো হয়েছে। বিষয়টি ইতিবাচকভাবে বিবেচনার আশ্বাস দেওয়া হয়। xyxy=(391,696,569,712)
